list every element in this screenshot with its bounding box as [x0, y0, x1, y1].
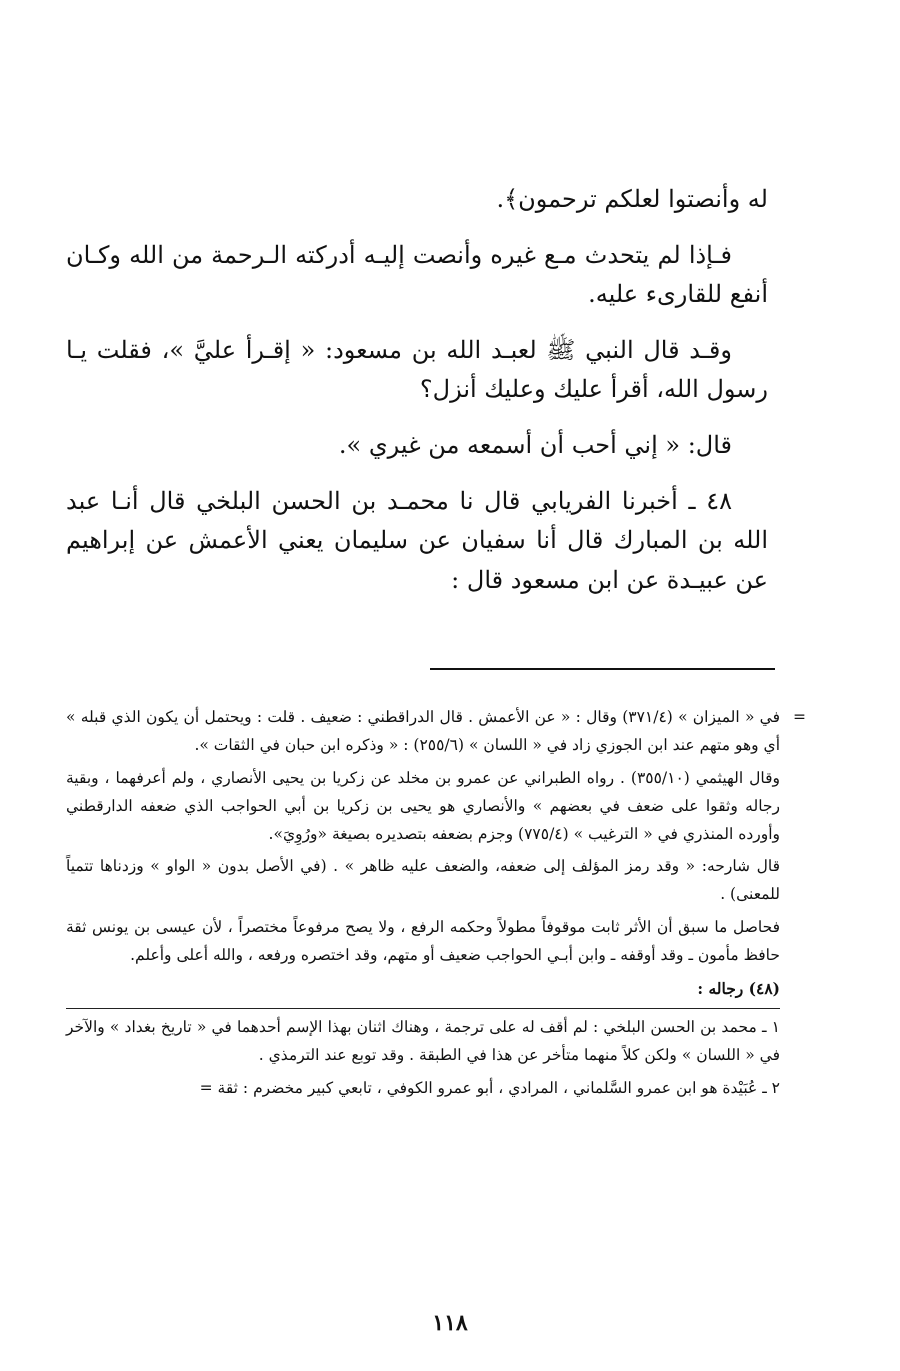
footnote-separator-rule — [430, 668, 775, 670]
main-paragraph-4: قال: « إني أحب أن أسمعه من غيري ». — [338, 430, 732, 459]
narrator-item-2: ٢ ـ عُبَيْدة هو ابن عمرو السَّلماني ، المرادي ، أبو عمرو الكوفي ، تابعي كبير مخضرم : ثقة = — [199, 1078, 780, 1097]
main-paragraph-3: وقـد قال النبي ﷺ لعبـد الله بن مسعود: « إقـرأ عليَّ »، فقلت يـا رسول الله، أقرأ عليك وعليك أنزل؟ — [66, 335, 768, 404]
footnote-paragraph-1: في « الميزان » (٣٧١/٤) وقال : « عن الأعمش . قال الدراقطني : ضعيف . قلت : ويحتمل أن يكون الذي قبله » أي وهو متهم عند ابن الجوزي زاد في « اللسان » (٢٥٥/٦) : « وذكره ابن حبان في الثقات ». — [66, 708, 781, 754]
hadith-48-chain: ٤٨ ـ أخبرنا الفريابي قال نا محمـد بن الحسن البلخي قال أنـا عبد الله بن المبارك قال أنا سفيان عن سليمان يعني الأعمش عن إبراهيم عن عبيـدة عن ابن مسعود قال : — [66, 486, 768, 594]
footnote-paragraph-4: فحاصل ما سبق أن الأثر ثابت موقوفاً مطولاً وحكمه الرفع ، ولا يصح مرفوعاً مختصراً ، لأن عيسى بن يونس ثقة حافظ مأمون ـ وقد أوقفه ـ وابن أبـي الحواجب ضعيف أو متهم، وقد اختصره ورفعه ، والله أعلى وأعلم. — [66, 918, 780, 965]
narrator-item-1: ١ ـ محمد بن الحسن البلخي : لم أقف له على ترجمة ، وهناك اثنان بهذا الإسم أحدهما في « تاريخ بغداد » والآخر في « اللسان » ولكن كلاً منهما متأخر عن هذا في الطبقة . وقد توبع عند الترمذي . — [66, 1017, 780, 1064]
footnote-paragraph-3: قال شارحه: « وقد رمز المؤلف إلى ضعفه، والضعف عليه ظاهر » . (في الأصل بدون « الواو » وزدناها تتمياً للمعنى) . — [66, 857, 780, 904]
footnote-section-heading: (٤٨) رجاله : — [697, 979, 780, 999]
page-number: ١١٨ — [432, 1310, 468, 1336]
main-paragraph-1: له وأنصتوا لعلكم ترحمون﴾. — [496, 185, 768, 213]
footnotes — [66, 704, 806, 1108]
footnote-paragraph-2: وقال الهيثمي (٣٥٥/١٠) . رواه الطبراني عن عمرو بن مخلد عن زكريا بن يحيى الأنصاري ، ولم أعرفهما ، وبقية رجاله وثقوا على ضعف في بعضهم » والأنصاري هو يحيى بن زكريا بن أبي الحواجب الذي ضعفه الدارقطني وأورده المنذري في « الترغيب » (٧٧٥/٤) وجزم بضعفه بتصديره بصيغة «ورُوِيَ». — [66, 768, 780, 843]
footnote-section-divider — [66, 1008, 780, 1009]
main-text — [66, 180, 768, 616]
continuation-mark: = — [793, 708, 806, 726]
main-paragraph-2: فـإذا لم يتحدث مـع غيره وأنصت إليـه أدركته الـرحمة من الله وكـان أنفع للقارىء عليه. — [66, 240, 768, 309]
